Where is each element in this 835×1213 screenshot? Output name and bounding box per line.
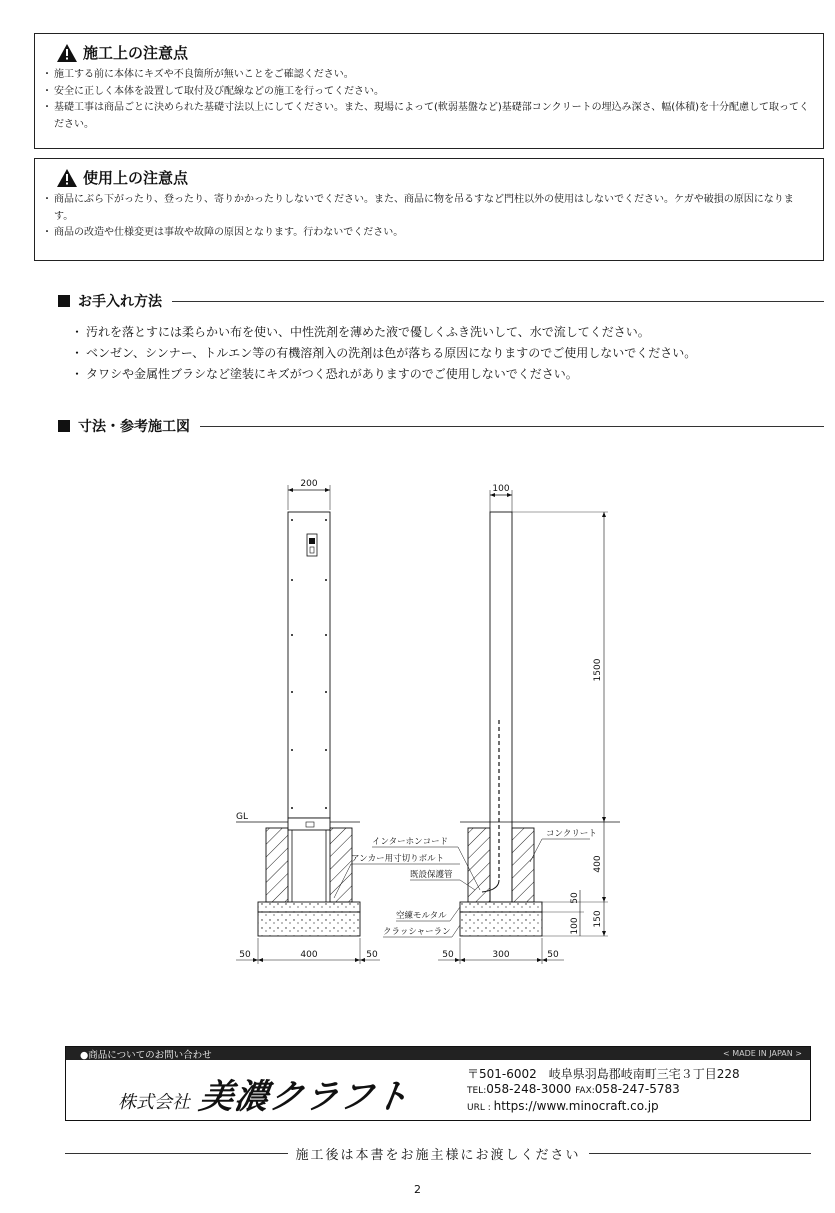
mortar-thickness-label: 50 (570, 892, 580, 904)
list-item: ・ 安全に正しく本体を設置して取付及び配線などの施工を行ってください。 (45, 84, 811, 101)
base-total-label: 150 (593, 910, 603, 928)
list-item: ・ 施工する前に本体にキズや不良箇所が無いことをご確認ください。 (45, 67, 811, 84)
contact-header-bar (66, 1047, 810, 1060)
tel-label: TEL: (467, 1086, 487, 1096)
install-notice-heading (57, 42, 811, 63)
address: 〒501-6002 岐阜県羽島郡岐南町三宅３丁目228 (467, 1067, 740, 1081)
side-width-label: 100 (492, 484, 510, 494)
divider (200, 426, 824, 427)
height-label: 1500 (593, 658, 603, 682)
list-item: ・ 商品にぶら下がったり、登ったり、寄りかかったりしないでください。また、商品に物を吊るすなど門柱以外の使用はしないでください。ケガや破損の原因になります。 (45, 192, 811, 225)
fax-value: 058-247-5783 (594, 1082, 680, 1096)
list-item: ・ タワシや金属性ブラシなど塗装にキズがつく恐れがありますのでご使用しないでください。 (74, 364, 696, 385)
warning-icon (57, 169, 77, 187)
dimensions-section-heading (58, 416, 824, 436)
list-item: ・ 商品の改造や仕様変更は事故や故障の原因となります。行わないでください。 (45, 225, 811, 242)
use-notice-list (45, 192, 811, 242)
company-prefix: 株式会社 (118, 1092, 190, 1113)
front-margin-left: 50 (239, 950, 251, 960)
square-bullet-icon (58, 420, 70, 432)
dry-mortar-label: 空練モルタル (396, 911, 447, 921)
url-line (467, 1099, 740, 1116)
square-bullet-icon (58, 295, 70, 307)
intercom-cord-label: インターホンコード (372, 837, 449, 847)
care-list (74, 322, 696, 385)
side-base-width: 300 (492, 950, 510, 960)
company-logo (118, 1069, 413, 1118)
install-notice-title: 施工上の注意点 (83, 44, 189, 62)
use-notice-title: 使用上の注意点 (83, 169, 189, 187)
anchor-bolt-label: アンカー用寸切りボルト (351, 854, 445, 864)
side-margin-left: 50 (442, 950, 454, 960)
list-item: ・ ベンゼン、シンナー、トルエン等の有機溶剤入の洗剤は色が落ちる原因になりますのでご使用しないでください。 (74, 343, 696, 364)
contact-address-block (467, 1067, 740, 1116)
divider (172, 301, 824, 302)
handover-text: 施工後は本書をお施主様にお渡しください (295, 1148, 581, 1163)
front-view (236, 479, 380, 964)
divider (65, 1153, 288, 1154)
front-base-width: 400 (300, 950, 318, 960)
divider (589, 1153, 812, 1154)
install-notice-list (45, 67, 811, 133)
list-item: ・ 汚れを落とすには柔らかい布を使い、中性洗剤を薄めた液で優しくふき洗いして、水で流してください。 (74, 322, 696, 343)
use-notice-box (34, 158, 824, 261)
care-section-heading (58, 291, 824, 311)
contact-box (65, 1046, 811, 1121)
crusher-thickness-label: 100 (570, 917, 580, 935)
url-label: URL : (467, 1103, 494, 1113)
care-title: お手入れ方法 (78, 294, 162, 310)
crusher-run-label: クラッシャーラン (383, 927, 451, 937)
side-view (438, 484, 620, 964)
concrete-label: コンクリート (546, 829, 597, 839)
page-number: 2 (414, 1183, 421, 1196)
made-in-label: < MADE IN JAPAN > (723, 1049, 802, 1058)
list-item: ・ 基礎工事は商品ごとに決められた基礎寸法以上にしてください。また、現場によって(軟弱基盤など)基礎部コンクリートの埋込み深さ、幅(体積)を十分配慮して取ってください。 (45, 100, 811, 133)
front-width-label: 200 (300, 479, 318, 489)
url-link[interactable]: https://www.minocraft.co.jp (493, 1099, 659, 1113)
depth-label: 400 (593, 855, 603, 873)
dimensions-title: 寸法・参考施工図 (78, 419, 190, 435)
company-name: 美濃クラフト (196, 1077, 413, 1117)
tel-value: 058-248-3000 (486, 1082, 572, 1096)
handover-note (65, 1144, 811, 1163)
gl-label: GL (236, 812, 248, 822)
side-margin-right: 50 (547, 950, 559, 960)
construction-drawing (220, 470, 620, 970)
contact-header: ●商品についてのお問い合わせ (80, 1049, 212, 1061)
warning-icon (57, 44, 77, 62)
use-notice-heading (57, 167, 811, 188)
existing-pipe-label: 既設保護管 (410, 870, 453, 880)
front-margin-right: 50 (366, 950, 378, 960)
install-notice-box (34, 33, 824, 149)
phone-line (467, 1082, 740, 1099)
fax-label: FAX: (575, 1086, 595, 1096)
